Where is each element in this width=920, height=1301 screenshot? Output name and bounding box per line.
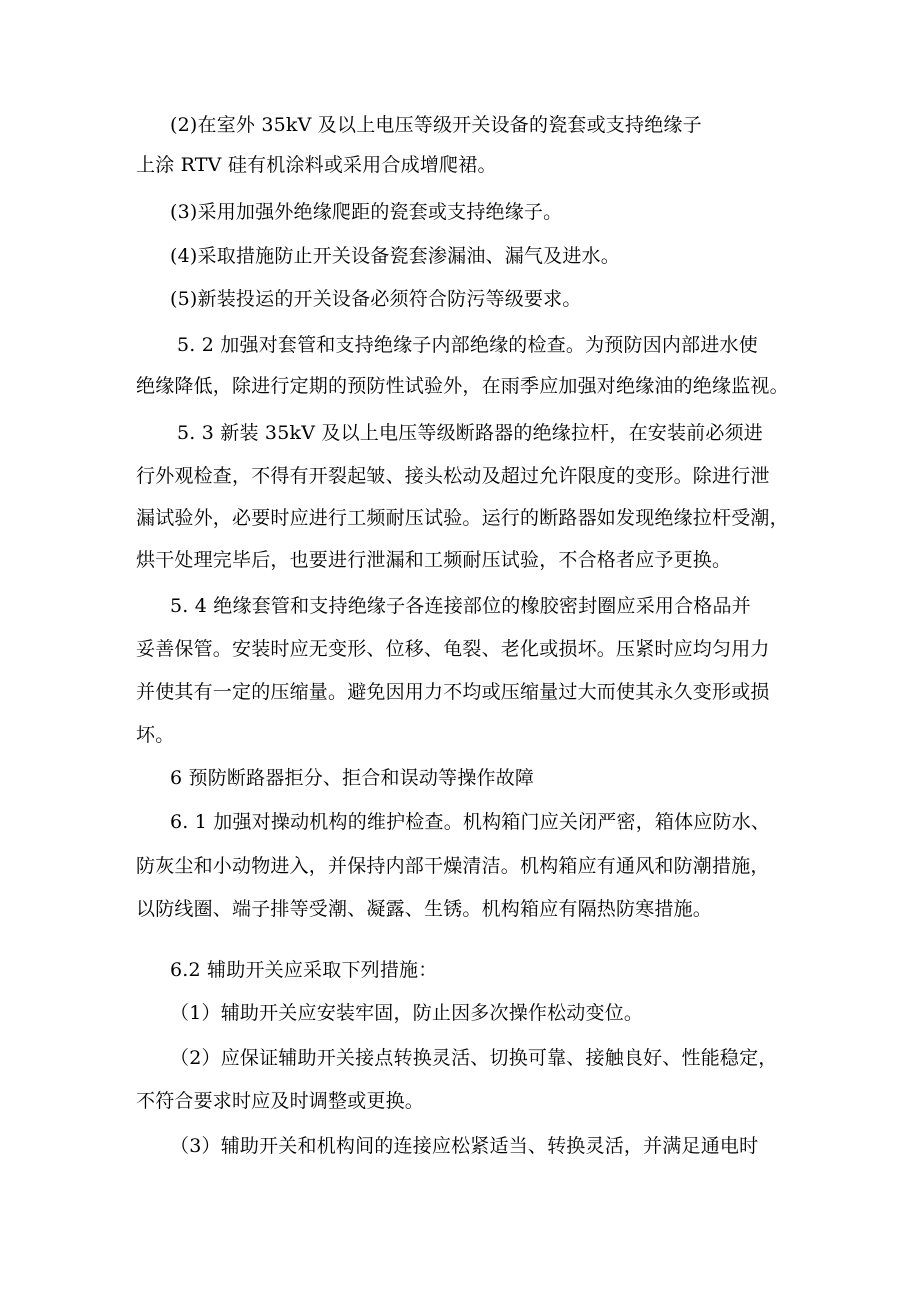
- text-line: 防灰尘和小动物进入，并保持内部干燥清洁。机构箱应有通风和防潮措施，: [136, 855, 770, 877]
- text-line: 并使其有一定的压缩量。避免因用力不均或压缩量过大而使其永久变形或损: [136, 681, 770, 703]
- text-line: 妥善保管。安装时应无变形、位移、龟裂、老化或损坏。压紧时应均匀用力: [136, 638, 770, 660]
- text-line: 漏试验外，必要时应进行工频耐压试验。运行的断路器如发现绝缘拉杆受潮，: [136, 507, 789, 529]
- section-heading: 6 预防断路器拒分、拒合和误动等操作故障: [170, 767, 535, 789]
- text-line: （1）辅助开关应安装牢固，防止因多次操作松动变位。: [170, 1002, 644, 1024]
- text-line: (3)采用加强外绝缘爬距的瓷套或支持绝缘子。: [170, 201, 563, 223]
- text-line: (2)在室外 35kV 及以上电压等级开关设备的瓷套或支持绝缘子: [170, 114, 702, 136]
- text-line: 6.2 辅助开关应采取下列措施：: [170, 959, 438, 981]
- text-line: 绝缘降低，除进行定期的预防性试验外，在雨季应加强对绝缘油的绝缘监视。: [136, 375, 789, 397]
- text-line: （2）应保证辅助开关接点转换灵活、切换可靠、接触良好、性能稳定，: [170, 1047, 778, 1069]
- text-line: 坏。: [136, 724, 175, 746]
- text-line: （3）辅助开关和机构间的连接应松紧适当、转换灵活，并满足通电时: [170, 1135, 759, 1157]
- text-line: (4)采取措施防止开关设备瓷套渗漏油、漏气及进水。: [170, 245, 620, 267]
- text-line: 烘干处理完毕后，也要进行泄漏和工频耐压试验，不合格者应予更换。: [136, 549, 732, 571]
- text-line: 5. 3 新装 35kV 及以上电压等级断路器的绝缘拉杆，在安装前必须进: [177, 422, 763, 444]
- text-line: 5. 2 加强对套管和支持绝缘子内部绝缘的检查。为预防因内部进水使: [177, 334, 758, 356]
- text-line: 行外观检查，不得有开裂起皱、接头松动及超过允许限度的变形。除进行泄: [136, 465, 770, 487]
- text-line: 不符合要求时应及时调整或更换。: [136, 1090, 425, 1112]
- text-line: 以防线圈、端子排等受潮、凝露、生锈。机构箱应有隔热防寒措施。: [136, 898, 713, 920]
- text-line: 6. 1 加强对操动机构的维护检查。机构箱门应关闭严密，箱体应防水、: [170, 811, 771, 833]
- text-line: (5)新装投运的开关设备必须符合防污等级要求。: [170, 288, 582, 310]
- text-line: 上涂 RTV 硅有机涂料或采用合成增爬裙。: [136, 154, 497, 176]
- text-line: 5. 4 绝缘套管和支持绝缘子各连接部位的橡胶密封圈应采用合格品并: [170, 595, 751, 617]
